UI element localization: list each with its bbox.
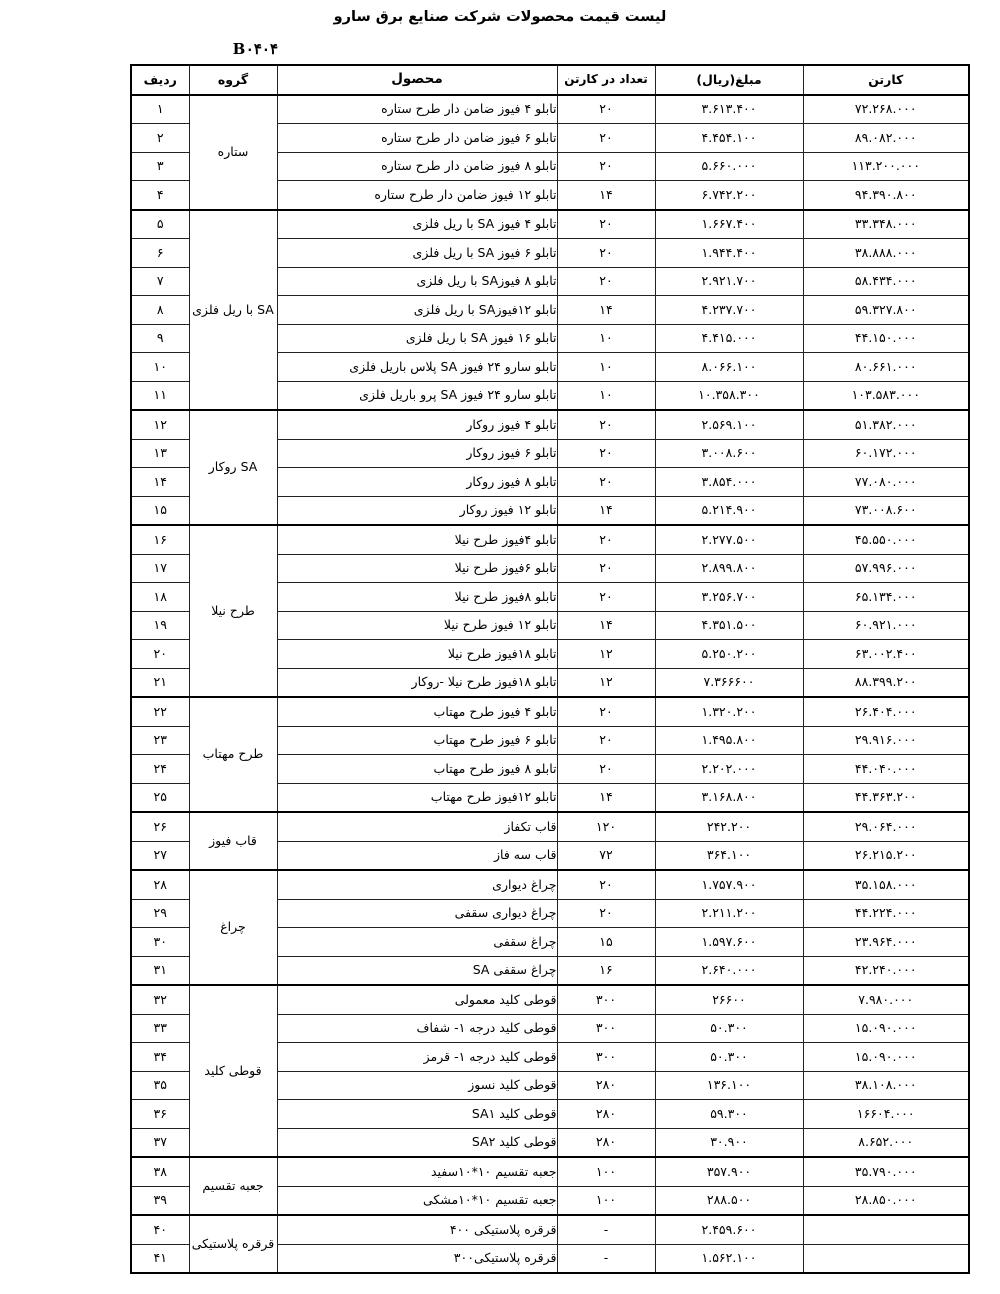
cell-amount-rial: ۱.۶۶۷.۴۰۰: [655, 210, 803, 239]
cell-carton-total: ۴۵.۵۵۰.۰۰۰: [803, 525, 969, 554]
cell-product-name: تابلو ۱۸فیوز طرح نیلا: [277, 640, 557, 669]
cell-per-carton: ۱۰: [557, 381, 655, 410]
cell-per-carton: ۱۶: [557, 956, 655, 985]
cell-product-name: چراغ دیواری: [277, 870, 557, 899]
cell-product-name: جعبه تقسیم ۱۰*۱۰مشکی: [277, 1186, 557, 1215]
cell-per-carton: ۲۰: [557, 755, 655, 784]
cell-carton-total: ۲۹.۹۱۶.۰۰۰: [803, 726, 969, 755]
cell-product-name: تابلو ۱۶ فیوز SA با ریل فلزی: [277, 324, 557, 353]
cell-row-number: ۳۶: [131, 1100, 189, 1129]
cell-amount-rial: ۳۵۷.۹۰۰: [655, 1157, 803, 1186]
table-row: [131, 1157, 969, 1186]
cell-carton-total: ۶۰.۱۷۲.۰۰۰: [803, 439, 969, 468]
cell-row-number: ۳۳: [131, 1014, 189, 1043]
cell-amount-rial: ۵۰.۳۰۰: [655, 1043, 803, 1072]
cell-product-name: تابلو ۶ فیوز SA با ریل فلزی: [277, 239, 557, 268]
cell-row-number: ۱۱: [131, 381, 189, 410]
cell-amount-rial: ۲.۴۵۹.۶۰۰: [655, 1215, 803, 1244]
cell-product-name: تابلو ۱۲ فیوز ضامن دار طرح ستاره: [277, 181, 557, 210]
cell-carton-total: ۸.۶۵۲.۰۰۰: [803, 1128, 969, 1157]
cell-row-number: ۳۸: [131, 1157, 189, 1186]
table-row: [131, 1215, 969, 1244]
cell-amount-rial: ۲.۸۹۹.۸۰۰: [655, 554, 803, 583]
cell-row-number: ۱۳: [131, 439, 189, 468]
cell-product-name: تابلو ۱۲فیوز طرح مهتاب: [277, 783, 557, 812]
cell-amount-rial: ۳.۲۵۶.۷۰۰: [655, 583, 803, 612]
cell-product-name: قاب تکفاز: [277, 812, 557, 841]
cell-per-carton: ۲۰: [557, 899, 655, 928]
cell-carton-total: ۹۴.۳۹۰.۸۰۰: [803, 181, 969, 210]
cell-amount-rial: ۴.۳۵۱.۵۰۰: [655, 611, 803, 640]
cell-amount-rial: ۵۹.۳۰۰: [655, 1100, 803, 1129]
cell-carton-total: ۸۸.۳۹۹.۲۰۰: [803, 668, 969, 697]
column-header-amount: مبلغ(ریال): [655, 65, 803, 95]
price-table-container: [132, 64, 970, 1274]
cell-amount-rial: ۲.۲۷۷.۵۰۰: [655, 525, 803, 554]
cell-row-number: ۹: [131, 324, 189, 353]
cell-row-number: ۲۶: [131, 812, 189, 841]
cell-row-number: ۱۶: [131, 525, 189, 554]
cell-per-carton: -: [557, 1215, 655, 1244]
cell-carton-total: ۲۹.۰۶۴.۰۰۰: [803, 812, 969, 841]
cell-carton-total: ۵۷.۹۹۶.۰۰۰: [803, 554, 969, 583]
cell-carton-total: ۳۳.۳۴۸.۰۰۰: [803, 210, 969, 239]
cell-amount-rial: ۲.۶۴۰.۰۰۰: [655, 956, 803, 985]
cell-carton-total: ۳۸.۱۰۸.۰۰۰: [803, 1071, 969, 1100]
cell-row-number: ۳۱: [131, 956, 189, 985]
cell-row-number: ۳۲: [131, 985, 189, 1014]
cell-product-name: جعبه تقسیم ۱۰*۱۰سفید: [277, 1157, 557, 1186]
table-row: [131, 812, 969, 841]
cell-amount-rial: ۲۸۸.۵۰۰: [655, 1186, 803, 1215]
cell-product-name: تابلو ۸ فیوز روکار: [277, 468, 557, 497]
cell-row-number: ۱۴: [131, 468, 189, 497]
cell-carton-total: ۴۴.۱۵۰.۰۰۰: [803, 324, 969, 353]
cell-amount-rial: ۵.۶۶۰.۰۰۰: [655, 152, 803, 181]
cell-per-carton: ۲۸۰: [557, 1071, 655, 1100]
cell-product-name: قوطی کلید درجه ۱- قرمز: [277, 1043, 557, 1072]
cell-amount-rial: ۶.۷۴۲.۲۰۰: [655, 181, 803, 210]
cell-carton-total: ۶۵.۱۳۴.۰۰۰: [803, 583, 969, 612]
cell-amount-rial: ۳.۰۰۸.۶۰۰: [655, 439, 803, 468]
cell-per-carton: ۲۰: [557, 95, 655, 124]
cell-amount-rial: ۱.۵۶۲.۱۰۰: [655, 1244, 803, 1273]
column-header-group: گروه: [189, 65, 277, 95]
cell-amount-rial: ۵.۲۵۰.۲۰۰: [655, 640, 803, 669]
cell-amount-rial: ۱.۳۲۰.۲۰۰: [655, 697, 803, 726]
cell-amount-rial: ۲.۵۶۹.۱۰۰: [655, 410, 803, 439]
cell-carton-total: ۱۱۳.۲۰۰.۰۰۰: [803, 152, 969, 181]
cell-per-carton: ۱۲: [557, 640, 655, 669]
cell-amount-rial: ۴.۲۳۷.۷۰۰: [655, 296, 803, 325]
cell-per-carton: ۱۰: [557, 324, 655, 353]
cell-per-carton: ۲۰: [557, 525, 655, 554]
cell-per-carton: ۲۰: [557, 239, 655, 268]
cell-per-carton: ۲۰: [557, 410, 655, 439]
cell-carton-total: ۲۳.۹۶۴.۰۰۰: [803, 928, 969, 957]
table-header: [131, 65, 969, 95]
cell-amount-rial: ۳۶۴.۱۰۰: [655, 841, 803, 870]
table-row: [131, 210, 969, 239]
cell-carton-total: ۳۵.۷۹۰.۰۰۰: [803, 1157, 969, 1186]
cell-per-carton: ۱۰: [557, 353, 655, 382]
cell-row-number: ۲۱: [131, 668, 189, 697]
cell-row-number: ۱۸: [131, 583, 189, 612]
cell-per-carton: ۲۸۰: [557, 1128, 655, 1157]
cell-per-carton: ۲۰: [557, 124, 655, 153]
cell-row-number: ۲۸: [131, 870, 189, 899]
document-code: B۰۴۰۴: [232, 40, 278, 58]
cell-per-carton: ۱۴: [557, 783, 655, 812]
cell-group-name: ستاره: [189, 95, 277, 210]
cell-product-name: تابلو ۸فیوز طرح نیلا: [277, 583, 557, 612]
cell-row-number: ۲۲: [131, 697, 189, 726]
cell-per-carton: ۱۴: [557, 181, 655, 210]
cell-per-carton: ۱۴: [557, 496, 655, 525]
cell-product-name: تابلو ۴ فیوز SA با ریل فلزی: [277, 210, 557, 239]
cell-product-name: قوطی کلید SA۱: [277, 1100, 557, 1129]
cell-amount-rial: ۷.۳۶۶۶۰۰: [655, 668, 803, 697]
cell-carton-total: ۵۱.۳۸۲.۰۰۰: [803, 410, 969, 439]
cell-amount-rial: ۵.۲۱۴.۹۰۰: [655, 496, 803, 525]
cell-row-number: ۳: [131, 152, 189, 181]
cell-carton-total: ۴۴.۲۲۴.۰۰۰: [803, 899, 969, 928]
cell-amount-rial: ۱.۵۹۷.۶۰۰: [655, 928, 803, 957]
cell-amount-rial: ۵۰.۳۰۰: [655, 1014, 803, 1043]
cell-row-number: ۸: [131, 296, 189, 325]
cell-row-number: ۵: [131, 210, 189, 239]
cell-amount-rial: ۲۶۶۰۰: [655, 985, 803, 1014]
cell-product-name: قوطی کلید درجه ۱- شفاف: [277, 1014, 557, 1043]
cell-row-number: ۱۷: [131, 554, 189, 583]
cell-product-name: قوطی کلید نسوز: [277, 1071, 557, 1100]
cell-carton-total: ۸۰.۶۶۱.۰۰۰: [803, 353, 969, 382]
cell-row-number: ۳۴: [131, 1043, 189, 1072]
column-header-per-carton: تعداد در کارتن: [557, 65, 655, 95]
cell-carton-total: [803, 1244, 969, 1273]
cell-row-number: ۲۳: [131, 726, 189, 755]
cell-carton-total: ۷۲.۲۶۸.۰۰۰: [803, 95, 969, 124]
cell-carton-total: ۷۷.۰۸۰.۰۰۰: [803, 468, 969, 497]
cell-amount-rial: ۲.۹۲۱.۷۰۰: [655, 267, 803, 296]
cell-product-name: تابلو ۸ فیوز ضامن دار طرح ستاره: [277, 152, 557, 181]
cell-row-number: ۲۷: [131, 841, 189, 870]
cell-amount-rial: ۳.۸۵۴.۰۰۰: [655, 468, 803, 497]
table-row: [131, 870, 969, 899]
cell-per-carton: ۲۰: [557, 554, 655, 583]
table-row: [131, 697, 969, 726]
cell-product-name: تابلو ۶ فیوز طرح مهتاب: [277, 726, 557, 755]
cell-amount-rial: ۱.۴۹۵.۸۰۰: [655, 726, 803, 755]
cell-row-number: ۲۵: [131, 783, 189, 812]
cell-group-name: جعبه تقسیم: [189, 1157, 277, 1215]
cell-row-number: ۱۰: [131, 353, 189, 382]
cell-row-number: ۶: [131, 239, 189, 268]
cell-group-name: SA با ریل فلزی: [189, 210, 277, 411]
cell-carton-total: ۴۴.۰۴۰.۰۰۰: [803, 755, 969, 784]
cell-group-name: چراغ: [189, 870, 277, 985]
cell-carton-total: ۱۵.۰۹۰.۰۰۰: [803, 1014, 969, 1043]
cell-carton-total: ۴۴.۳۶۳.۲۰۰: [803, 783, 969, 812]
cell-product-name: تابلو سارو ۲۴ فیوز SA پرو باریل فلزی: [277, 381, 557, 410]
table-body: [131, 95, 969, 1274]
table-row: [131, 95, 969, 124]
cell-product-name: تابلو ۴فیوز طرح نیلا: [277, 525, 557, 554]
cell-amount-rial: ۳۰.۹۰۰: [655, 1128, 803, 1157]
cell-per-carton: ۲۰: [557, 583, 655, 612]
cell-per-carton: ۱۴: [557, 611, 655, 640]
cell-carton-total: ۲۶.۲۱۵.۲۰۰: [803, 841, 969, 870]
cell-row-number: ۳۰: [131, 928, 189, 957]
cell-row-number: ۳۵: [131, 1071, 189, 1100]
cell-row-number: ۳۷: [131, 1128, 189, 1157]
cell-row-number: ۲: [131, 124, 189, 153]
cell-product-name: تابلو سارو ۲۴ فیوز SA پلاس باریل فلزی: [277, 353, 557, 382]
cell-row-number: ۴۰: [131, 1215, 189, 1244]
column-header-product: محصول: [277, 65, 557, 95]
cell-amount-rial: ۳.۱۶۸.۸۰۰: [655, 783, 803, 812]
cell-product-name: تابلو ۴ فیوز روکار: [277, 410, 557, 439]
cell-row-number: ۲۰: [131, 640, 189, 669]
cell-carton-total: ۵۹.۳۲۷.۸۰۰: [803, 296, 969, 325]
cell-carton-total: ۷۳.۰۰۸.۶۰۰: [803, 496, 969, 525]
table-header-row: [131, 65, 969, 95]
cell-amount-rial: ۱.۹۴۴.۴۰۰: [655, 239, 803, 268]
cell-amount-rial: ۲.۲۱۱.۲۰۰: [655, 899, 803, 928]
cell-per-carton: ۲۸۰: [557, 1100, 655, 1129]
cell-product-name: تابلو ۶ فیوز روکار: [277, 439, 557, 468]
cell-row-number: ۱۲: [131, 410, 189, 439]
cell-per-carton: ۱۵: [557, 928, 655, 957]
cell-product-name: تابلو ۸ فیوز طرح مهتاب: [277, 755, 557, 784]
page-title: لیست قیمت محصولات شرکت صنایع برق سارو: [333, 9, 667, 25]
cell-amount-rial: ۱.۷۵۷.۹۰۰: [655, 870, 803, 899]
cell-amount-rial: ۴.۴۵۴.۱۰۰: [655, 124, 803, 153]
cell-per-carton: ۳۰۰: [557, 1014, 655, 1043]
cell-carton-total: ۳۸.۸۸۸.۰۰۰: [803, 239, 969, 268]
cell-carton-total: ۶۳.۰۰۲.۴۰۰: [803, 640, 969, 669]
cell-row-number: ۴۱: [131, 1244, 189, 1273]
cell-per-carton: ۷۲: [557, 841, 655, 870]
cell-carton-total: ۲۸.۸۵۰.۰۰۰: [803, 1186, 969, 1215]
cell-carton-total: ۲۶.۴۰۴.۰۰۰: [803, 697, 969, 726]
cell-per-carton: -: [557, 1244, 655, 1273]
table-row: [131, 525, 969, 554]
cell-group-name: طرح مهتاب: [189, 697, 277, 812]
cell-carton-total: ۳۵.۱۵۸.۰۰۰: [803, 870, 969, 899]
cell-product-name: تابلو ۱۲ فیوز طرح نیلا: [277, 611, 557, 640]
cell-group-name: قرقره پلاستیکی: [189, 1215, 277, 1273]
cell-row-number: ۳۹: [131, 1186, 189, 1215]
column-header-radif: ردیف: [131, 65, 189, 95]
cell-per-carton: ۲۰: [557, 439, 655, 468]
cell-per-carton: ۲۰: [557, 468, 655, 497]
cell-row-number: ۱۹: [131, 611, 189, 640]
cell-carton-total: ۶۰.۹۲۱.۰۰۰: [803, 611, 969, 640]
cell-amount-rial: ۲.۲۰۲.۰۰۰: [655, 755, 803, 784]
cell-per-carton: ۲۰: [557, 267, 655, 296]
cell-group-name: SA روکار: [189, 410, 277, 525]
cell-row-number: ۲۹: [131, 899, 189, 928]
cell-carton-total: ۵۸.۴۳۴.۰۰۰: [803, 267, 969, 296]
cell-carton-total: [803, 1215, 969, 1244]
cell-per-carton: ۲۰: [557, 210, 655, 239]
cell-product-name: قاب سه فاز: [277, 841, 557, 870]
cell-per-carton: ۲۰: [557, 697, 655, 726]
column-header-carton: کارتن: [803, 65, 969, 95]
cell-per-carton: ۲۰: [557, 726, 655, 755]
table-row: [131, 410, 969, 439]
cell-per-carton: ۳۰۰: [557, 985, 655, 1014]
cell-product-name: قوطی کلید معمولی: [277, 985, 557, 1014]
cell-row-number: ۱۵: [131, 496, 189, 525]
cell-group-name: قوطی کلید: [189, 985, 277, 1157]
cell-product-name: چراغ دیواری سقفی: [277, 899, 557, 928]
cell-per-carton: ۱۰۰: [557, 1157, 655, 1186]
cell-product-name: تابلو ۱۲فیوزSA با ریل فلزی: [277, 296, 557, 325]
cell-carton-total: ۴۲.۲۴۰.۰۰۰: [803, 956, 969, 985]
cell-per-carton: ۱۰۰: [557, 1186, 655, 1215]
cell-carton-total: ۱۵.۰۹۰.۰۰۰: [803, 1043, 969, 1072]
cell-carton-total: ۱۶۶۰۴.۰۰۰: [803, 1100, 969, 1129]
cell-per-carton: ۱۲۰: [557, 812, 655, 841]
cell-row-number: ۴: [131, 181, 189, 210]
table-row: [131, 985, 969, 1014]
cell-product-name: تابلو ۶ فیوز ضامن دار طرح ستاره: [277, 124, 557, 153]
cell-row-number: ۲۴: [131, 755, 189, 784]
cell-group-name: قاب فیوز: [189, 812, 277, 870]
cell-amount-rial: ۱۳۶.۱۰۰: [655, 1071, 803, 1100]
cell-carton-total: ۱۰۳.۵۸۳.۰۰۰: [803, 381, 969, 410]
cell-product-name: قرقره پلاستیکی۳۰۰: [277, 1244, 557, 1273]
price-table: [130, 64, 970, 1274]
cell-per-carton: ۱۴: [557, 296, 655, 325]
cell-product-name: تابلو ۴ فیوز طرح مهتاب: [277, 697, 557, 726]
cell-product-name: چراغ سقفی SA: [277, 956, 557, 985]
cell-carton-total: ۷.۹۸۰.۰۰۰: [803, 985, 969, 1014]
cell-product-name: تابلو ۱۲ فیوز روکار: [277, 496, 557, 525]
cell-product-name: تابلو ۱۸فیوز طرح نیلا -روکار: [277, 668, 557, 697]
cell-product-name: چراغ سقفی: [277, 928, 557, 957]
cell-per-carton: ۲۰: [557, 870, 655, 899]
cell-amount-rial: ۴.۴۱۵.۰۰۰: [655, 324, 803, 353]
cell-amount-rial: ۱۰.۳۵۸.۳۰۰: [655, 381, 803, 410]
cell-row-number: ۷: [131, 267, 189, 296]
cell-product-name: قوطی کلید SA۲: [277, 1128, 557, 1157]
cell-product-name: قرقره پلاستیکی ۴۰۰: [277, 1215, 557, 1244]
cell-per-carton: ۱۲: [557, 668, 655, 697]
cell-amount-rial: ۳.۶۱۳.۴۰۰: [655, 95, 803, 124]
cell-row-number: ۱: [131, 95, 189, 124]
cell-per-carton: ۳۰۰: [557, 1043, 655, 1072]
cell-carton-total: ۸۹.۰۸۲.۰۰۰: [803, 124, 969, 153]
cell-product-name: تابلو ۴ فیوز ضامن دار طرح ستاره: [277, 95, 557, 124]
cell-group-name: طرح نیلا: [189, 525, 277, 697]
cell-per-carton: ۲۰: [557, 152, 655, 181]
cell-product-name: تابلو ۸ فیوزSA با ریل فلزی: [277, 267, 557, 296]
cell-amount-rial: ۸.۰۶۶.۱۰۰: [655, 353, 803, 382]
cell-amount-rial: ۲۴۲.۲۰۰: [655, 812, 803, 841]
cell-product-name: تابلو ۶فیوز طرح نیلا: [277, 554, 557, 583]
